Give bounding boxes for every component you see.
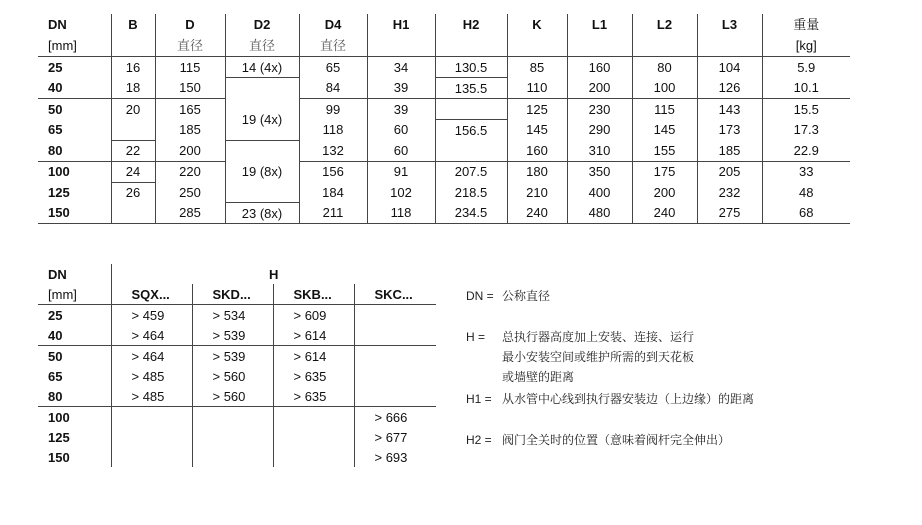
d2-cell: [225, 182, 299, 203]
l1-cell: 310: [567, 140, 632, 161]
skb-cell: > 635: [273, 386, 354, 407]
dn-cell: 125: [48, 184, 70, 200]
skd-cell: > 539: [192, 346, 273, 367]
k-cell: 125: [507, 99, 567, 120]
header-weight: 重量: [762, 14, 850, 35]
dn-cell: 100: [48, 164, 70, 180]
table-row: [38, 427, 436, 447]
header-h1-sub: [367, 35, 435, 57]
header-skc: SKC...: [354, 284, 436, 305]
l3-cell: 126: [697, 78, 762, 99]
legend-dn: [466, 286, 550, 306]
legend-h2: [466, 430, 730, 450]
legend-h-key: H =: [466, 330, 486, 344]
sqx-cell: [111, 427, 192, 447]
l3-cell: 173: [697, 120, 762, 141]
weight-cell: 68: [762, 203, 850, 224]
l2-cell: 175: [632, 161, 697, 182]
d-cell: 220: [155, 161, 225, 182]
k-cell: 110: [507, 78, 567, 99]
dn-cell: 65: [48, 368, 63, 384]
k-cell: 180: [507, 161, 567, 182]
legend-h1-key: H1 =: [466, 392, 492, 406]
d2-cell: 14 (4x): [225, 57, 299, 78]
skd-cell: [192, 407, 273, 428]
header-l2: L2: [632, 14, 697, 35]
legend-dn-text: 公称直径: [502, 289, 551, 303]
d-cell: 150: [155, 78, 225, 99]
header-d2: D2: [225, 14, 299, 35]
legend-dn-key: DN =: [466, 289, 494, 303]
legend-h-text-2: 最小安装空间或维护所需的到天花板: [502, 350, 695, 364]
h1-cell: 60: [367, 140, 435, 161]
d2-cell: [225, 78, 299, 99]
table-row: [38, 203, 850, 224]
dn-cell: 40: [38, 325, 111, 346]
h2-cell: [435, 99, 507, 120]
d4-cell: 118: [299, 120, 367, 141]
dn-cell: 100: [48, 409, 70, 425]
dn-cell: 125: [48, 429, 70, 445]
l2-cell: 100: [632, 78, 697, 99]
skc-cell: > 693: [354, 447, 436, 467]
legend-h2-key: H2 =: [466, 433, 492, 447]
d-cell: 185: [155, 120, 225, 141]
k-cell: 160: [507, 140, 567, 161]
skc-cell: [354, 305, 436, 326]
d-cell: 200: [155, 140, 225, 161]
d4-cell: 99: [299, 99, 367, 120]
legend-h-text-1: 总执行器高度加上安装、连接、运行: [502, 330, 695, 344]
skc-cell: > 666: [354, 407, 436, 428]
table-row: [38, 120, 850, 141]
dimensions-table: [38, 14, 850, 224]
h1-cell: 91: [367, 161, 435, 182]
dn-cell: 150: [38, 203, 111, 224]
l2-cell: 145: [632, 120, 697, 141]
h2-cell: [435, 140, 507, 161]
dn-cell: 65: [48, 122, 63, 138]
dn-cell: 50: [48, 348, 63, 364]
h2-cell: 156.5: [435, 120, 507, 141]
l3-cell: 275: [697, 203, 762, 224]
l2-cell: 80: [632, 57, 697, 78]
l3-cell: 143: [697, 99, 762, 120]
table-row: [38, 161, 850, 182]
d2-cell: 19 (8x): [225, 161, 299, 182]
weight-cell: 22.9: [762, 140, 850, 161]
table-row: [38, 78, 850, 99]
header-k: K: [507, 14, 567, 35]
l1-cell: 160: [567, 57, 632, 78]
header-l1-sub: [567, 35, 632, 57]
header-h: H: [111, 264, 436, 284]
sqx-cell: > 459: [111, 305, 192, 326]
header-d4-sub: 直径: [299, 35, 367, 57]
h1-cell: 39: [367, 99, 435, 120]
skd-cell: [192, 447, 273, 467]
dn-cell: 150: [48, 449, 70, 465]
b-cell: 24: [111, 161, 155, 182]
sqx-cell: > 464: [111, 325, 192, 346]
header-dn-unit: [mm]: [38, 284, 111, 305]
l3-cell: 205: [697, 161, 762, 182]
table-row: [38, 182, 850, 203]
table-row: [38, 99, 850, 120]
skb-cell: [273, 447, 354, 467]
l1-cell: 290: [567, 120, 632, 141]
skc-cell: [354, 386, 436, 407]
skc-cell: [354, 366, 436, 386]
d2-cell: 23 (8x): [225, 203, 299, 224]
legend-h: [466, 327, 694, 387]
l2-cell: 200: [632, 182, 697, 203]
weight-cell: 33: [762, 161, 850, 182]
header-dn: DN: [48, 266, 67, 282]
header-d2-sub: 直径: [225, 35, 299, 57]
header-k-sub: [507, 35, 567, 57]
h1-cell: 118: [367, 203, 435, 224]
sqx-cell: > 464: [111, 346, 192, 367]
d-cell: 250: [155, 182, 225, 203]
table-row: [38, 447, 436, 467]
h1-cell: 39: [367, 78, 435, 99]
b-cell: [111, 120, 155, 141]
l2-cell: 240: [632, 203, 697, 224]
l2-cell: 115: [632, 99, 697, 120]
d4-cell: 184: [299, 182, 367, 203]
sqx-cell: [111, 407, 192, 428]
header-h1: H1: [367, 14, 435, 35]
header-dn: DN: [48, 16, 67, 32]
table-row: [38, 366, 436, 386]
skc-cell: [354, 325, 436, 346]
skc-cell: > 677: [354, 427, 436, 447]
weight-cell: 15.5: [762, 99, 850, 120]
legend-h1-text: 从水管中心线到执行器安装边（上边缘）的距离: [502, 392, 755, 406]
dn-cell: 25: [48, 59, 63, 75]
header-d-sub: 直径: [155, 35, 225, 57]
k-cell: 85: [507, 57, 567, 78]
dn-cell: 50: [48, 101, 63, 117]
dn-cell: 25: [48, 307, 63, 323]
skb-cell: [273, 407, 354, 428]
table-row: [38, 346, 436, 367]
sqx-cell: > 485: [111, 366, 192, 386]
h2-cell: 218.5: [435, 182, 507, 203]
k-cell: 210: [507, 182, 567, 203]
l2-cell: 155: [632, 140, 697, 161]
legend-h1: [466, 389, 754, 409]
skb-cell: > 635: [273, 366, 354, 386]
skc-cell: [354, 346, 436, 367]
d4-cell: 65: [299, 57, 367, 78]
skb-cell: > 614: [273, 346, 354, 367]
b-cell: 16: [111, 57, 155, 78]
b-cell: 18: [111, 78, 155, 99]
header-h2: H2: [435, 14, 507, 35]
h2-cell: 135.5: [435, 78, 507, 99]
d4-cell: 132: [299, 140, 367, 161]
sqx-cell: > 485: [111, 386, 192, 407]
header-b-sub: [111, 35, 155, 57]
skd-cell: > 560: [192, 366, 273, 386]
l1-cell: 400: [567, 182, 632, 203]
table-row: [38, 140, 850, 161]
skd-cell: > 539: [192, 325, 273, 346]
skd-cell: > 534: [192, 305, 273, 326]
header-d: D: [155, 14, 225, 35]
header-b: B: [111, 14, 155, 35]
legend-h-text-3: 或墙壁的距离: [502, 370, 575, 384]
h2-cell: 130.5: [435, 57, 507, 78]
dn-cell: 80: [38, 386, 111, 407]
skb-cell: > 614: [273, 325, 354, 346]
header-l2-sub: [632, 35, 697, 57]
b-cell: 22: [111, 140, 155, 161]
weight-cell: 17.3: [762, 120, 850, 141]
dn-cell: 80: [38, 140, 111, 161]
d-cell: 115: [155, 57, 225, 78]
d-cell: 285: [155, 203, 225, 224]
d-cell: 165: [155, 99, 225, 120]
k-cell: 240: [507, 203, 567, 224]
table-row: [38, 407, 436, 428]
header-d4: D4: [299, 14, 367, 35]
skd-cell: [192, 427, 273, 447]
header-dn-unit: [mm]: [38, 35, 111, 57]
d2-cell: [225, 140, 299, 161]
table-row: [38, 325, 436, 346]
h1-cell: 34: [367, 57, 435, 78]
weight-cell: 10.1: [762, 78, 850, 99]
h1-cell: 60: [367, 120, 435, 141]
skb-cell: [273, 427, 354, 447]
sqx-cell: [111, 447, 192, 467]
l3-cell: 104: [697, 57, 762, 78]
h2-cell: 234.5: [435, 203, 507, 224]
header-l1: L1: [567, 14, 632, 35]
header-weight-unit: [kg]: [762, 35, 850, 57]
header-l3: L3: [697, 14, 762, 35]
l1-cell: 350: [567, 161, 632, 182]
h1-cell: 102: [367, 182, 435, 203]
l3-cell: 232: [697, 182, 762, 203]
height-table: [38, 264, 436, 467]
header-sqx: SQX...: [111, 284, 192, 305]
b-cell: 20: [111, 99, 155, 120]
d4-cell: 156: [299, 161, 367, 182]
h2-cell: 207.5: [435, 161, 507, 182]
legend-h2-text: 阀门全关时的位置（意味着阀杆完全伸出）: [502, 433, 731, 447]
dn-cell: 40: [38, 78, 111, 99]
weight-cell: 5.9: [762, 57, 850, 78]
b-cell: [111, 203, 155, 224]
l3-cell: 185: [697, 140, 762, 161]
header-l3-sub: [697, 35, 762, 57]
skd-cell: > 560: [192, 386, 273, 407]
table-row: [38, 386, 436, 407]
b-cell: 26: [111, 182, 155, 203]
header-skd: SKD...: [192, 284, 273, 305]
weight-cell: 48: [762, 182, 850, 203]
k-cell: 145: [507, 120, 567, 141]
d2-cell: 19 (4x): [225, 99, 299, 141]
l1-cell: 200: [567, 78, 632, 99]
table-row: [38, 57, 850, 78]
header-skb: SKB...: [273, 284, 354, 305]
d4-cell: 84: [299, 78, 367, 99]
d4-cell: 211: [299, 203, 367, 224]
table-row: [38, 305, 436, 326]
l1-cell: 480: [567, 203, 632, 224]
header-h2-sub: [435, 35, 507, 57]
skb-cell: > 609: [273, 305, 354, 326]
l1-cell: 230: [567, 99, 632, 120]
